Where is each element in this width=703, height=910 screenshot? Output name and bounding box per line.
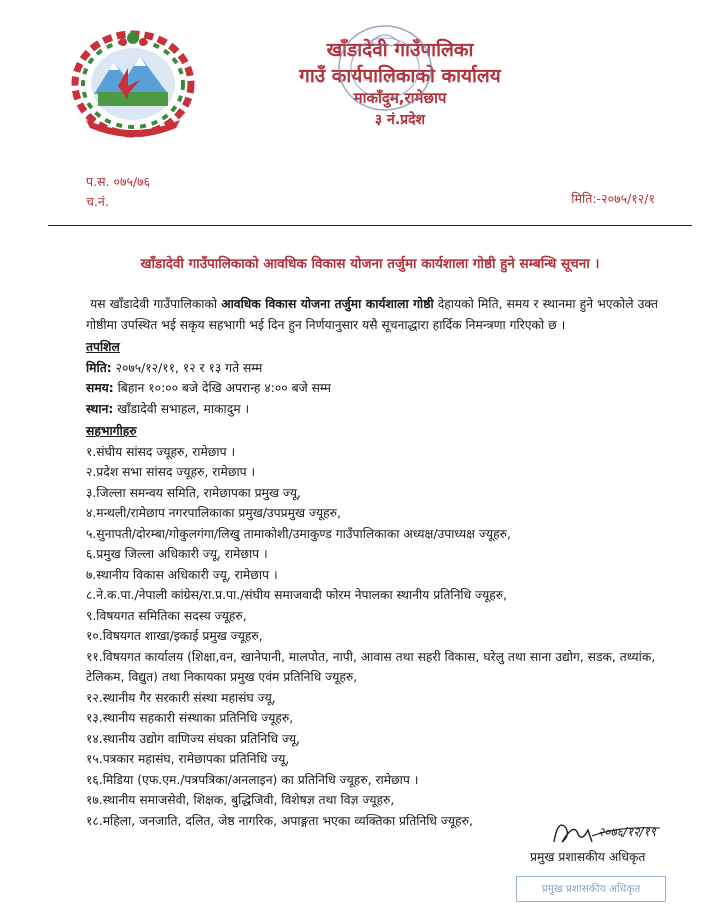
participants-heading: सहभागीहरु	[86, 424, 137, 438]
list-item: २.प्रदेश सभा सांसद ज्यूहरु, रामेछाप ।	[86, 465, 256, 479]
list-item: ७.स्थानीय विकास अधिकारी ज्यू, रामेछाप ।	[86, 567, 278, 582]
nepal-coat-of-arms-icon	[68, 28, 198, 140]
details-date-label: मिति:	[86, 360, 112, 375]
list-item: १५.पत्रकार महासंघ, रामेछापका प्रतिनिधि ज्यू,	[86, 752, 290, 766]
list-item: ८.ने.क.पा./नेपाली कांग्रेस/रा.प्र.पा./संघीय समाजवादी फोरम नेपालका स्थानीय प्रतिनिधि ज्यूहरु,	[86, 588, 508, 602]
notice-title: खाँडादेवी गाउँपालिकाको आवधिक विकास योजना तर्जुमा कार्यशाला गोष्ठी हुने सम्बन्धि सूचना ।	[140, 256, 600, 272]
office-address: माकाँदुम,रामेछाप	[353, 89, 447, 107]
details-date-value: २०७५/१२/११, १२ र १३ गते सम्म	[111, 360, 263, 375]
designation-stamp: प्रमुख प्रशासकीय अधिकृत	[516, 876, 666, 902]
dispatch-number: च.नं.	[86, 194, 109, 209]
office-seal-stamp	[333, 20, 438, 116]
details-time-value: बिहान १०:०० बजे देखि अपरान्ह ४:०० बजे सम्म	[113, 381, 331, 395]
list-item: १७.स्थानीय समाजसेवी, शिक्षक, बुद्धिजिवी, विशेषज्ञ तथा विज्ञ ज्यूहरु,	[86, 793, 395, 807]
list-item: १०.विषयगत शाखा/इकाई प्रमुख ज्यूहरु,	[86, 629, 263, 643]
intro-suffix: देहायको मिति, समय र स्थानमा हुने भएकोले उक्त गोष्ठीमा उपस्थित भई सकृय सहभागी भई दिन हुन निर्णयानुसार यसै सूचनाद्धारा हार्दिक निमन्त्रणा गरिएको छ ।	[86, 297, 658, 332]
list-item: ३.जिल्ला समन्वय समिति, रामेछापका प्रमुख ज्यू,	[86, 485, 301, 500]
notice-body	[86, 294, 658, 831]
details-time-row	[86, 378, 658, 399]
signature-date: २०७६/१२/१९	[598, 825, 657, 839]
list-item: १३.स्थानीय सहकारी संस्थाका प्रतिनिधि ज्यूहरु,	[86, 711, 294, 725]
details-date-row	[86, 358, 658, 379]
letter-number: प.स. ०७५/७६	[86, 174, 151, 189]
signer-title: प्रमुख प्रशासकीय अधिकृत	[530, 850, 646, 864]
intro-paragraph	[86, 294, 658, 335]
details-place-label: स्थान:	[86, 401, 114, 416]
office-subtitle: गाउँ कार्यपालिकाको कार्यालय	[299, 65, 501, 87]
list-item: १४.स्थानीय उद्योग वाणिज्य संघका प्रतिनिधि ज्यू,	[86, 731, 301, 746]
intro-event-name: आवधिक विकास योजना तर्जुमा कार्यशाला गोष्ठी	[221, 297, 434, 311]
intro-prefix: यस खाँडादेवी गाउँपालिकाको	[90, 297, 222, 311]
reference-block	[86, 172, 150, 212]
list-item: ९.विषयगत समितिका सदस्य ज्यूहरु,	[86, 608, 247, 623]
list-item: ११.विषयगत कार्यालय (शिक्षा,वन, खानेपानी, मालपोत, नापी, आवास तथा सहरी विकास, घरेलु तथा साना उद्योग, सडक, तथ्यांक, टेलिकम, विद्युत) तथा निकायका प्रमुख एवंम प्रतिनिधि ज्यूहरु,	[86, 649, 656, 684]
list-item: ६.प्रमुख जिल्ला अधिकारी ज्यू, रामेछाप ।	[86, 547, 268, 561]
details-place-row	[86, 399, 658, 420]
office-name: खाँडादेवी गाउँपालिका	[326, 39, 474, 61]
details-place-value: खाँडादेवी सभाहल, माकादुम ।	[113, 401, 250, 416]
list-item: ४.मन्थली/रामेछाप नगरपालिकाका प्रमुख/उपप्रमुख ज्यूहरु,	[86, 506, 341, 520]
list-item: १६.मिडिया (एफ.एम./पत्रपत्रिका/अनलाइन) का प्रतिनिधि ज्यूहरु, रामेछाप ।	[86, 772, 419, 787]
details-time-label: समय:	[86, 381, 114, 395]
letter-date: मिति:-२०७५/१२/१	[571, 191, 655, 206]
list-item: १२.स्थानीय गैर सरकारी संस्था महासंघ ज्यू,	[86, 690, 276, 705]
list-item: ५.सुनापती/दोरम्बा/गोकुलगंगा/लिखु तामाकोशी/उमाकुण्ड गाउँपालिकाका अध्यक्ष/उपाध्यक्ष ज्यूहरु,	[86, 526, 511, 541]
list-item: १.संघीय सांसद ज्यूहरु, रामेछाप ।	[86, 444, 236, 459]
list-item: १८.महिला, जनजाति, दलित, जेष्ठ नागरिक, अपाङ्गता भएका व्यक्तिका प्रतिनिधि ज्यूहरु,	[86, 813, 473, 828]
details-heading: तपशिल	[86, 340, 120, 354]
header-divider	[48, 225, 692, 226]
office-province: ३ नं.प्रदेश	[374, 112, 426, 128]
